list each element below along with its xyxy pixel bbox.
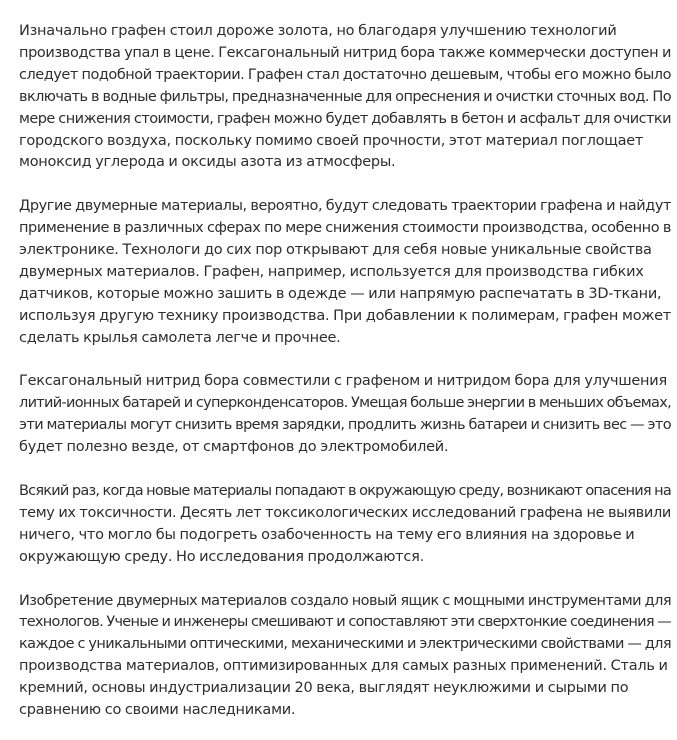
paragraph: [19, 481, 671, 569]
text-line: используя другую технику производства. При добавлении к полимерам, графен может: [19, 307, 671, 324]
text-line: Гексагональный нитрид бора совместили с графеном и нитридом бора для улучшения: [19, 373, 667, 390]
text-line: кремний, основы индустриализации 20 века, выглядят неуклюжими и сырыми по: [19, 680, 629, 697]
text-line: сделать крылья самолета легче и прочнее.: [19, 329, 341, 346]
text-line: эти материалы могут снизить время зарядки, продлить жизнь батареи и снизить вес — это: [19, 417, 671, 434]
text-line: ничего, что могло бы подогреть озабоченность на тему его влияния на здоровье и: [19, 526, 635, 543]
text-line: двумерных материалов. Графен, например, используется для производства гибких: [19, 263, 644, 280]
text-line: каждое с уникальными оптическими, механическими и электрическими свойствами — для: [19, 636, 671, 653]
paragraph: [19, 21, 671, 174]
text-line: тему их токсичности. Десять лет токсикологических исследований графена не выявили: [19, 504, 671, 521]
text-line: Изначально графен стоил дороже золота, но благодаря улучшению технологий: [19, 23, 617, 39]
paragraph: [19, 371, 671, 459]
text-line: городского воздуха, поскольку помимо своей прочности, этот материал поглощает: [19, 132, 644, 149]
text-line: сравнению со своими наследниками.: [19, 702, 296, 719]
text-line: окружающую среду. Но исследования продолжаются.: [19, 548, 424, 565]
text-line: мере снижения стоимости, графен можно будет добавлять в бетон и асфальт для очистки: [19, 110, 671, 127]
text-line: Всякий раз, когда новые материалы попадают в окружающую среду, возникают опасения на: [19, 482, 671, 499]
paragraph: [19, 196, 672, 349]
text-line: следует подобной траектории. Графен стал достаточно дешевым, чтобы его можно было: [19, 66, 671, 83]
text-line: производства материалов, оптимизированных для самых разных применений. Сталь и: [19, 658, 668, 675]
text-line: применение в различных сферах по мере снижения стоимости производства, особенно в: [19, 220, 672, 237]
text-line: литий-ионных батарей и суперконденсаторов. Умещая больше энергии в меньших объемах,: [19, 395, 671, 412]
text-line: включать в водные фильтры, предназначенные для опреснения и очистки сточных вод. По: [19, 88, 671, 105]
text-line: электронике. Технологи до сих пор открывают для себя новые уникальные свойства: [19, 242, 652, 259]
text-line: датчиков, которые можно зашить в одежде — или напрямую распечатать в 3D-ткани,: [19, 285, 662, 302]
text-line: Другие двумерные материалы, вероятно, будут следовать траектории графена и найдут: [19, 198, 671, 215]
text-line: производства упал в цене. Гексагональный нитрид бора также коммерчески доступен и: [19, 44, 671, 61]
text-line: технологов. Ученые и инженеры смешивают и сопоставляют эти сверхтонкие соединения —: [19, 614, 671, 631]
text-line: моноксид углерода и оксиды азота из атмосферы.: [19, 154, 396, 171]
paragraph: [19, 591, 671, 722]
text-line: Изобретение двумерных материалов создало новый ящик с мощными инструментами для: [19, 592, 671, 609]
text-line: будет полезно везде, от смартфонов до электромобилей.: [19, 439, 449, 456]
